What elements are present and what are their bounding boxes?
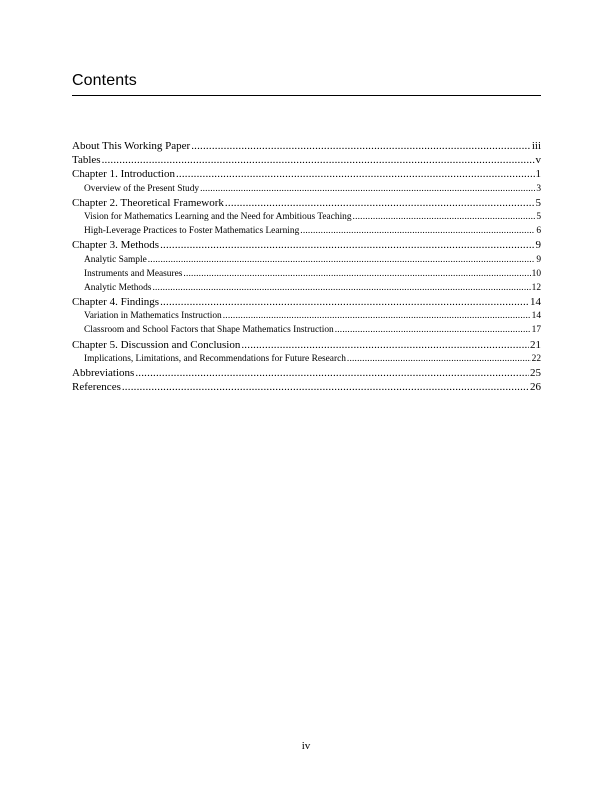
toc-leader-dots — [102, 153, 535, 167]
toc-entry[interactable] — [72, 253, 541, 267]
toc-entry[interactable] — [72, 167, 541, 181]
toc-entry[interactable] — [72, 139, 541, 153]
toc-entry[interactable] — [72, 281, 541, 295]
toc-entry-page: v — [535, 154, 541, 167]
toc-entry-page: 17 — [531, 325, 541, 336]
toc-entry-page: 21 — [530, 338, 541, 351]
toc-leader-dots — [223, 309, 531, 323]
toc-entry-label: Chapter 5. Discussion and Conclusion — [72, 338, 241, 351]
toc-entry[interactable] — [72, 238, 541, 252]
toc-entry-label: Chapter 4. Findings — [72, 296, 160, 309]
toc-entry[interactable] — [72, 153, 541, 167]
toc-entry-label: Analytic Methods — [84, 282, 152, 293]
toc-entry[interactable] — [72, 380, 541, 394]
toc-leader-dots — [176, 167, 535, 181]
toc-leader-dots — [135, 366, 529, 380]
toc-entry-page: 10 — [531, 268, 541, 279]
toc-leader-dots — [148, 253, 536, 267]
toc-leader-dots — [160, 238, 534, 252]
toc-entry[interactable] — [72, 196, 541, 210]
toc-entry[interactable] — [72, 224, 541, 238]
toc-entry-label: Abbreviations — [72, 367, 135, 379]
toc-leader-dots — [152, 281, 530, 295]
page-number: iv — [301, 740, 311, 752]
toc-entry-label: Analytic Sample — [84, 254, 147, 265]
toc-entry-page: 6 — [536, 226, 541, 237]
toc-leader-dots — [200, 182, 535, 196]
toc-entry-page: 9 — [535, 239, 541, 252]
toc-leader-dots — [300, 224, 535, 238]
toc-entry-page: 22 — [531, 353, 541, 364]
toc-entry[interactable] — [72, 366, 541, 380]
toc-entry-page: 14 — [530, 296, 541, 309]
toc-entry[interactable] — [72, 338, 541, 352]
toc-leader-dots — [353, 210, 536, 224]
toc-entry-page: 26 — [530, 381, 541, 394]
toc-leader-dots — [160, 295, 529, 309]
toc-entry-page: 14 — [531, 311, 541, 322]
toc-entry-label: Implications, Limitations, and Recommendations for Future Research — [84, 353, 346, 364]
toc-entry[interactable] — [72, 295, 541, 309]
toc-leader-dots — [122, 380, 529, 394]
toc-leader-dots — [241, 338, 529, 352]
toc-entry-page: 5 — [535, 196, 541, 209]
toc-entry-label: Variation in Mathematics Instruction — [84, 311, 222, 322]
toc-entry-page: iii — [531, 140, 541, 152]
toc-entry-label: Vision for Mathematics Learning and the Need for Ambitious Teaching — [84, 211, 352, 222]
toc-entry-label: Tables — [72, 154, 101, 167]
toc-entry-label: Chapter 2. Theoretical Framework — [72, 196, 224, 209]
title-underline — [72, 95, 541, 96]
toc-entry[interactable] — [72, 323, 541, 337]
toc-entry[interactable] — [72, 182, 541, 196]
toc-entry-page: 5 — [536, 211, 541, 222]
toc-entry-label: Classroom and School Factors that Shape Mathematics Instruction — [84, 325, 334, 336]
toc-leader-dots — [225, 196, 535, 210]
toc-entry-page: 25 — [530, 367, 541, 379]
toc-entry-page: 9 — [536, 254, 541, 265]
toc-entry[interactable] — [72, 267, 541, 281]
toc-entry-label: Chapter 1. Introduction — [72, 168, 175, 181]
toc-entry[interactable] — [72, 210, 541, 224]
toc-leader-dots — [335, 323, 531, 337]
toc-entry-label: Overview of the Present Study — [84, 183, 200, 194]
toc-entry-label: References — [72, 381, 121, 394]
toc-entry-page: 1 — [535, 168, 541, 181]
table-of-contents — [72, 139, 541, 394]
toc-entry-label: High-Leverage Practices to Foster Mathematics Learning — [84, 226, 300, 237]
toc-entry-label: Chapter 3. Methods — [72, 239, 160, 252]
toc-leader-dots — [347, 352, 531, 366]
toc-leader-dots — [183, 267, 530, 281]
toc-entry-page: 3 — [536, 183, 541, 194]
page-title: Contents — [72, 72, 137, 89]
toc-entry-label: Instruments and Measures — [84, 268, 183, 279]
toc-entry[interactable] — [72, 309, 541, 323]
toc-entry-label: About This Working Paper — [72, 140, 191, 152]
toc-entry-page: 12 — [531, 282, 541, 293]
toc-leader-dots — [191, 139, 531, 153]
toc-entry[interactable] — [72, 352, 541, 366]
